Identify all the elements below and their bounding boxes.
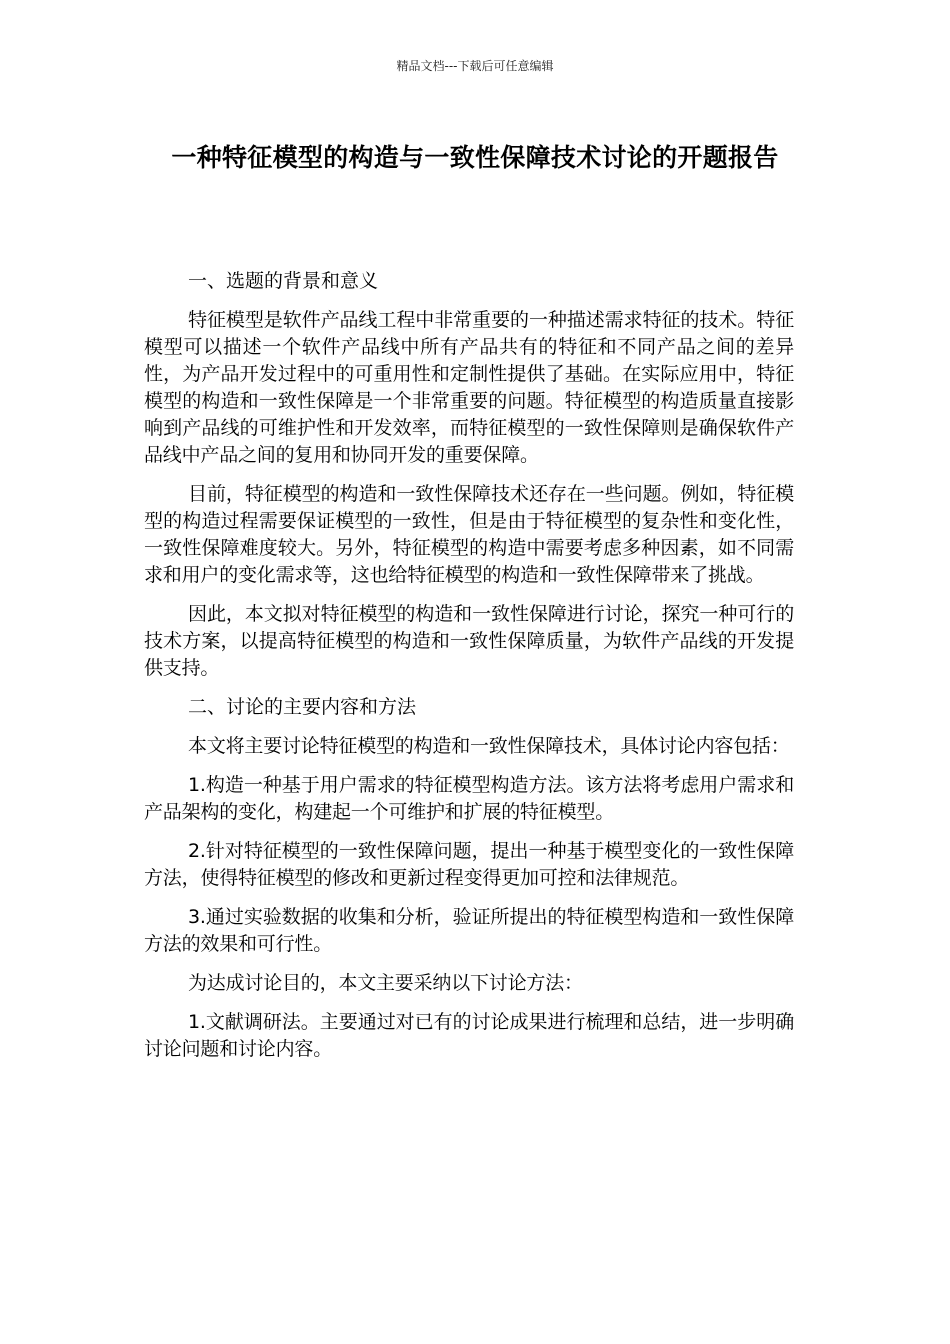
header-note: 精品文档---下载后可任意编辑	[396, 59, 554, 73]
paragraph: 目前，特征模型的构造和一致性保障技术还存在一些问题。例如，特征模型的构造过程需要保证模型的一致性，但是由于特征模型的复杂性和变化性，一致性保障难度较大。另外，特征模型的构造中需要考虑多种因素，如不同需求和用户的变化需求等，这也给特征模型的构造和一致性保障带来了挑战。	[144, 483, 794, 586]
document-title: 一种特征模型的构造与一致性保障技术讨论的开题报告	[171, 143, 779, 172]
paragraph: 为达成讨论目的，本文主要采纳以下讨论方法：	[188, 972, 583, 994]
paragraph: 本文将主要讨论特征模型的构造和一致性保障技术，具体讨论内容包括：	[188, 735, 790, 757]
section-heading-content-methods: 二、讨论的主要内容和方法	[188, 696, 417, 718]
section-heading-background: 一、选题的背景和意义	[188, 270, 379, 292]
list-item: 2.针对特征模型的一致性保障问题，提出一种基于模型变化的一致性保障方法，使得特征模型的修改和更新过程变得更加可控和法律规范。	[144, 840, 794, 889]
paragraph: 因此，本文拟对特征模型的构造和一致性保障进行讨论，探究一种可行的技术方案，以提高特征模型的构造和一致性保障质量，为软件产品线的开发提供支持。	[144, 603, 794, 679]
document-body	[144, 268, 794, 1075]
list-item: 3.通过实验数据的收集和分析，验证所提出的特征模型构造和一致性保障方法的效果和可行性。	[144, 906, 794, 955]
list-item: 1.文献调研法。主要通过对已有的讨论成果进行梳理和总结，进一步明确讨论问题和讨论内容。	[144, 1011, 794, 1060]
list-item: 1.构造一种基于用户需求的特征模型构造方法。该方法将考虑用户需求和产品架构的变化，构建起一个可维护和扩展的特征模型。	[144, 774, 794, 823]
paragraph: 特征模型是软件产品线工程中非常重要的一种描述需求特征的技术。特征模型可以描述一个软件产品线中所有产品共有的特征和不同产品之间的差异性，为产品开发过程中的可重用性和定制性提供了基础。在实际应用中，特征模型的构造和一致性保障是一个非常重要的问题。特征模型的构造质量直接影响到产品线的可维护性和开发效率，而特征模型的一致性保障则是确保软件产品线中产品之间的复用和协同开发的重要保障。	[144, 309, 794, 466]
